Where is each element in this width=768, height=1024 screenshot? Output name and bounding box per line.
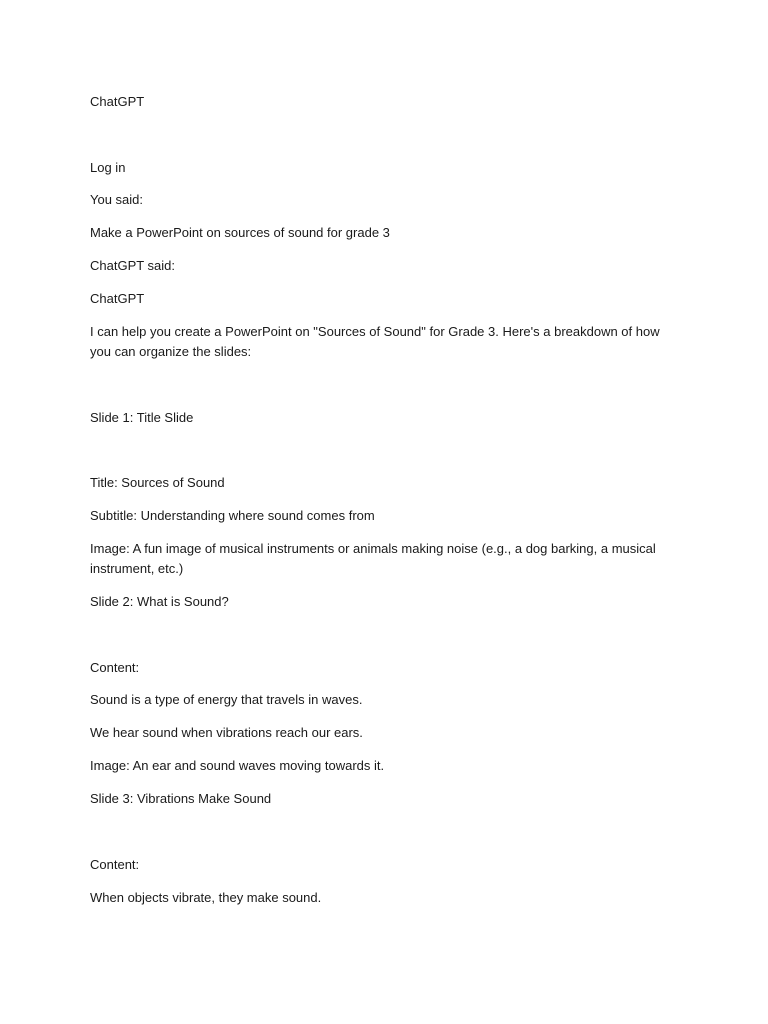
slide-3-point-1: When objects vibrate, they make sound. <box>90 890 322 905</box>
slide-1-title: Title: Sources of Sound <box>90 475 225 490</box>
app-name-text: ChatGPT <box>90 94 145 109</box>
slide-3-heading: Slide 3: Vibrations Make Sound <box>90 791 272 806</box>
assistant-label: ChatGPT said: <box>90 258 176 273</box>
slide-2-heading: Slide 2: What is Sound? <box>90 594 229 609</box>
user-label: You said: <box>90 192 144 207</box>
slide-1-image: Image: A fun image of musical instruments or animals making noise (e.g., a dog barking, a musical instrument, etc.) <box>90 541 656 576</box>
slide-2-image: Image: An ear and sound waves moving towards it. <box>90 758 385 773</box>
slide-2-point-2: We hear sound when vibrations reach our ears. <box>90 725 363 740</box>
user-prompt: Make a PowerPoint on sources of sound for grade 3 <box>90 225 390 240</box>
login-text: Log in <box>90 160 126 175</box>
slide-3-content-label: Content: <box>90 857 140 872</box>
assistant-name: ChatGPT <box>90 291 145 306</box>
assistant-intro: I can help you create a PowerPoint on "Sources of Sound" for Grade 3. Here's a breakdown of how you can organize the slides: <box>90 324 660 359</box>
slide-2-content-label: Content: <box>90 660 140 675</box>
slide-1-subtitle: Subtitle: Understanding where sound comes from <box>90 508 375 523</box>
slide-1-heading: Slide 1: Title Slide <box>90 410 194 425</box>
slide-2-point-1: Sound is a type of energy that travels in waves. <box>90 692 363 707</box>
